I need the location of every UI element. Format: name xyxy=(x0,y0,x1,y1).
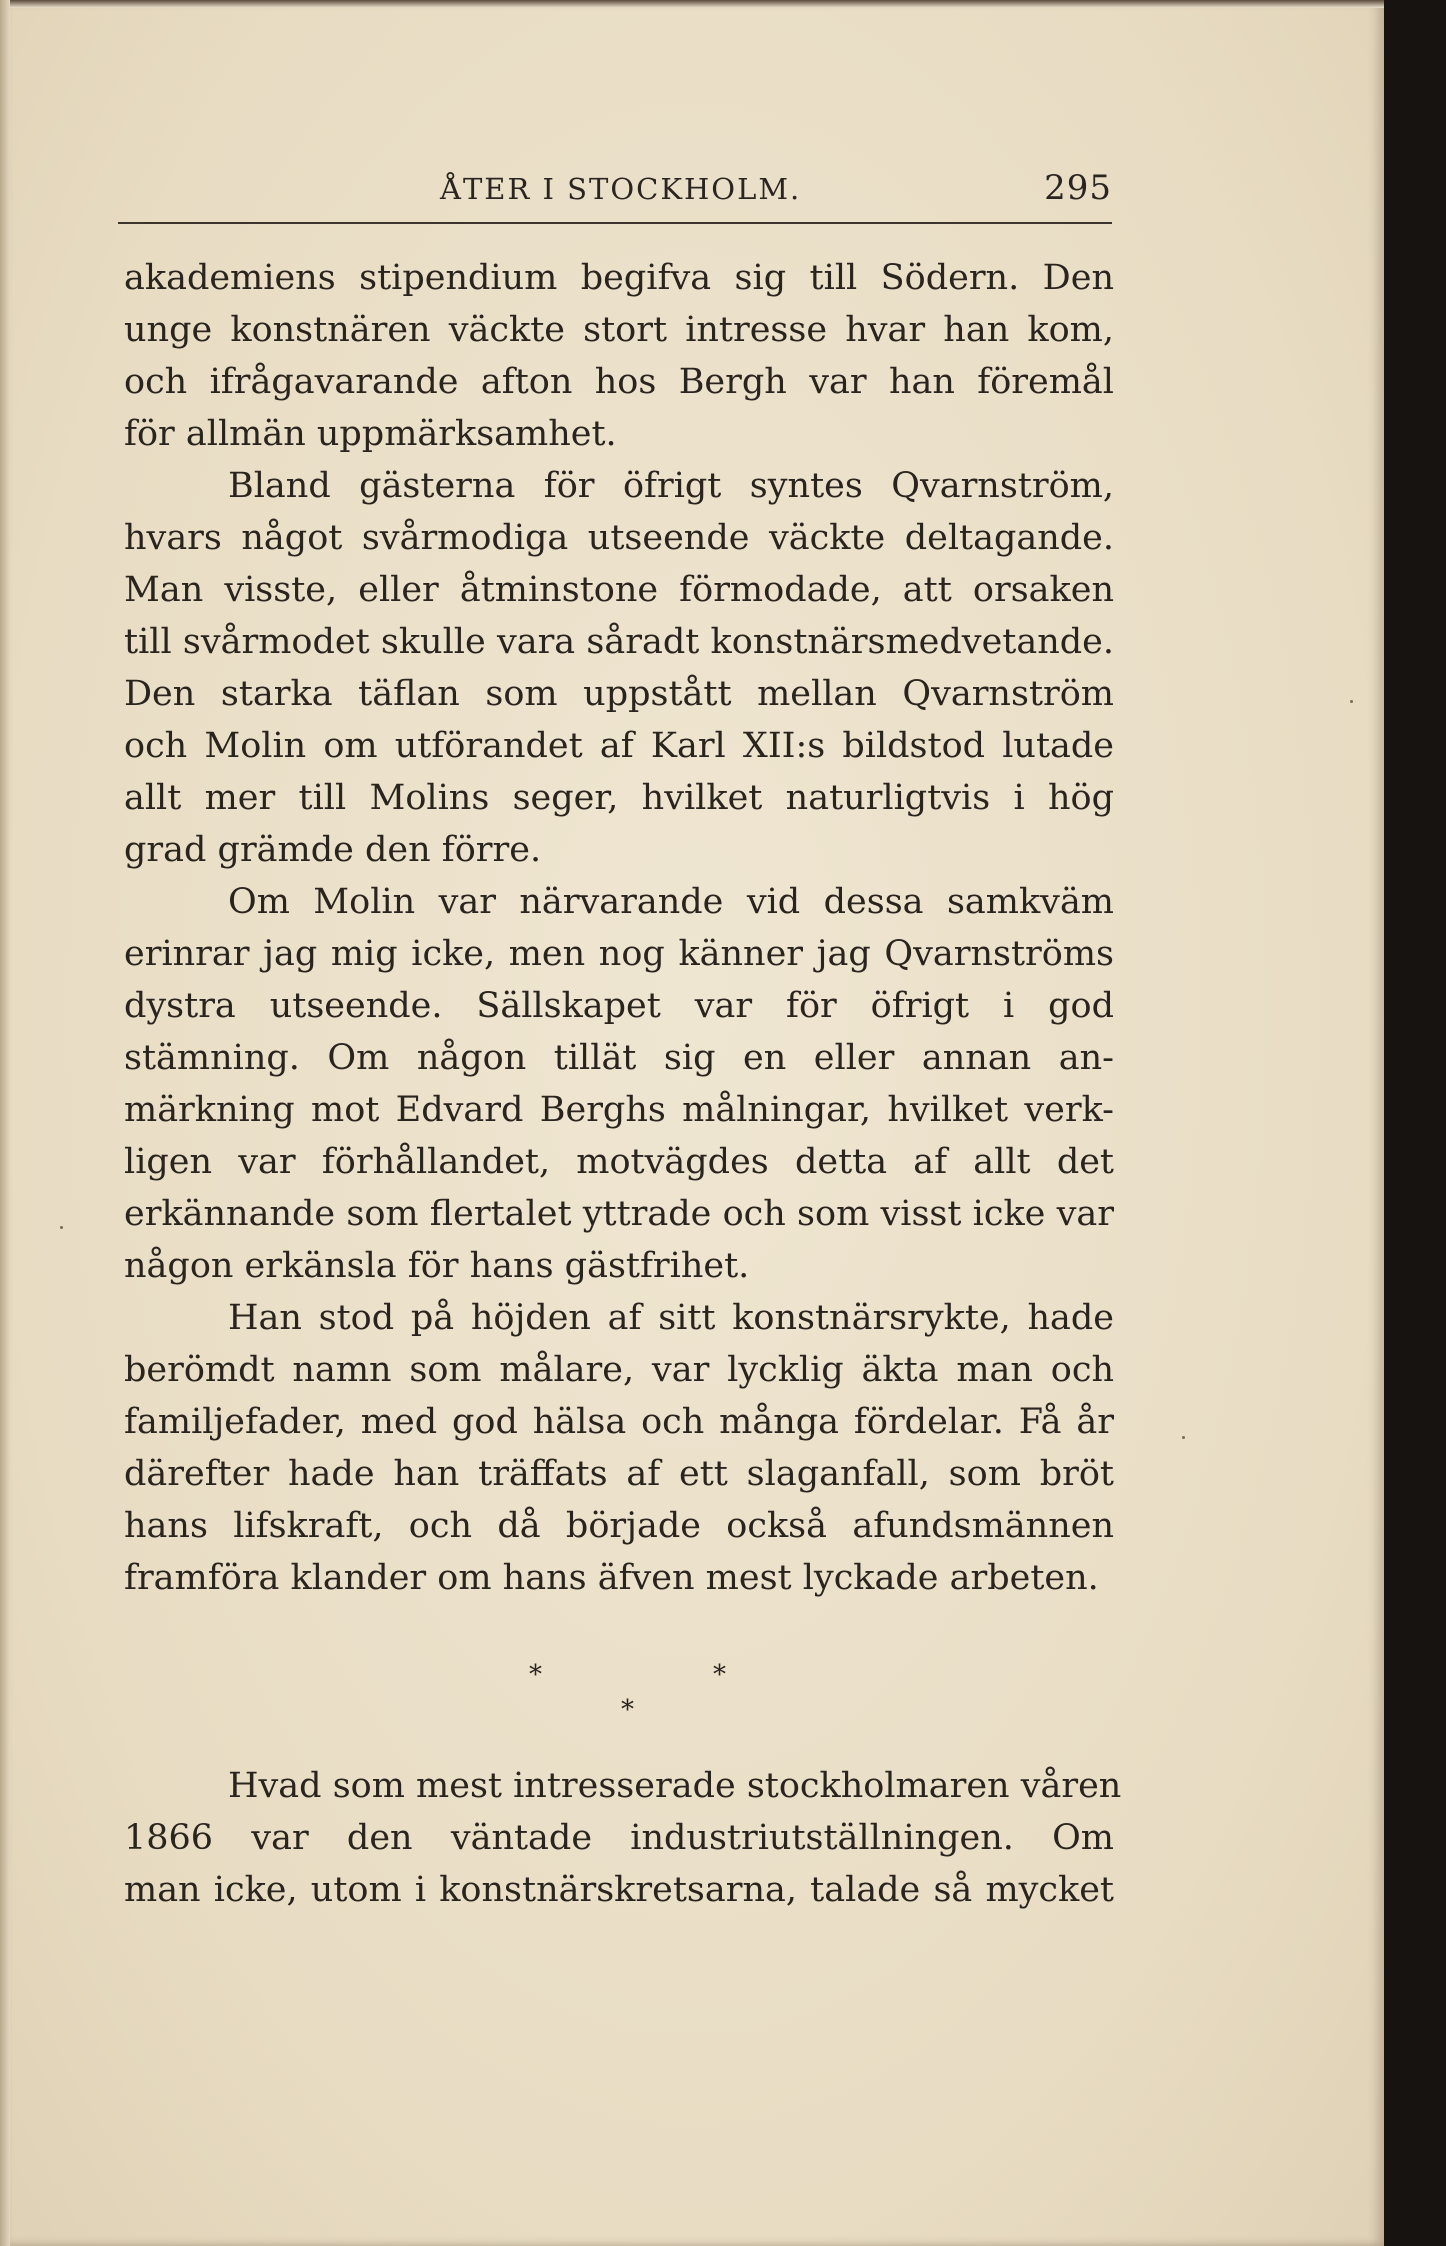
text-line: därefter hade han träffats af ett slaganfall, som bröt xyxy=(124,1454,1114,1494)
text-line: märkning mot Edvard Berghs målningar, hvilket verk- xyxy=(124,1090,1114,1130)
text-line: berömdt namn som målare, var lycklig äkta man och xyxy=(124,1350,1114,1390)
text-line: grad grämde den förre. xyxy=(124,830,542,870)
text-line: hans lifskraft, och då började också afundsmännen xyxy=(124,1506,1114,1546)
paper-speck xyxy=(1350,700,1353,703)
header-rule xyxy=(118,222,1112,224)
scan-background-edge xyxy=(1384,0,1446,2246)
text-line: dystra utseende. Sällskapet var för öfrigt i god xyxy=(124,986,1114,1026)
text-line: 1866 var den väntade industriutställningen. Om xyxy=(124,1818,1114,1858)
text-line: erinrar jag mig icke, men nog känner jag Qvarnströms xyxy=(124,934,1114,974)
text-line: Han stod på höjden af sitt konstnärsrykte, hade xyxy=(228,1298,1114,1338)
text-line: erkännande som flertalet yttrade och som visst icke var xyxy=(124,1194,1114,1234)
page-header xyxy=(122,168,1112,220)
text-line: allt mer till Molins seger, hvilket naturligtvis i hög xyxy=(124,778,1114,818)
text-line: familjefader, med god hälsa och många fördelar. Få år xyxy=(124,1402,1114,1442)
text-line: och Molin om utförandet af Karl XII:s bildstod lutade xyxy=(124,726,1114,766)
page-gutter-edge xyxy=(0,0,10,2246)
text-line: Hvad som mest intresserade stockholmaren våren xyxy=(228,1766,1122,1806)
text-line: och ifrågavarande afton hos Bergh var han föremål xyxy=(124,362,1114,402)
text-line: akademiens stipendium begifva sig till Södern. Den xyxy=(124,258,1114,298)
text-line: någon erkänsla för hans gästfrihet. xyxy=(124,1246,750,1286)
text-line: för allmän uppmärksamhet. xyxy=(124,414,617,454)
page-number: 295 xyxy=(1044,168,1112,208)
running-title: ÅTER I STOCKHOLM. xyxy=(440,172,802,206)
section-separator-asterisk: * xyxy=(621,1695,634,1725)
text-line: stämning. Om någon tillät sig en eller annan an- xyxy=(124,1038,1114,1078)
section-separator-asterisk: * xyxy=(529,1660,542,1690)
page-top-edge xyxy=(0,0,1384,8)
text-line: Om Molin var närvarande vid dessa samkväm xyxy=(228,882,1114,922)
paper-speck xyxy=(60,1226,63,1229)
text-line: till svårmodet skulle vara såradt konstnärsmedvetande. xyxy=(124,622,1114,662)
text-line: ligen var förhållandet, motvägdes detta af allt det xyxy=(124,1142,1114,1182)
text-line: Bland gästerna för öfrigt syntes Qvarnström, xyxy=(228,466,1114,506)
section-separator-asterisk: * xyxy=(713,1660,726,1690)
paper-speck xyxy=(1182,1436,1185,1439)
text-line: unge konstnären väckte stort intresse hvar han kom, xyxy=(124,310,1114,350)
text-line: Man visste, eller åtminstone förmodade, att orsaken xyxy=(124,570,1114,610)
text-line: framföra klander om hans äfven mest lyckade arbeten. xyxy=(124,1558,1099,1598)
text-line: Den starka täflan som uppstått mellan Qvarnström xyxy=(124,674,1114,714)
text-line: hvars något svårmodiga utseende väckte deltagande. xyxy=(124,518,1114,558)
text-line: man icke, utom i konstnärskretsarna, talade så mycket xyxy=(124,1870,1114,1910)
